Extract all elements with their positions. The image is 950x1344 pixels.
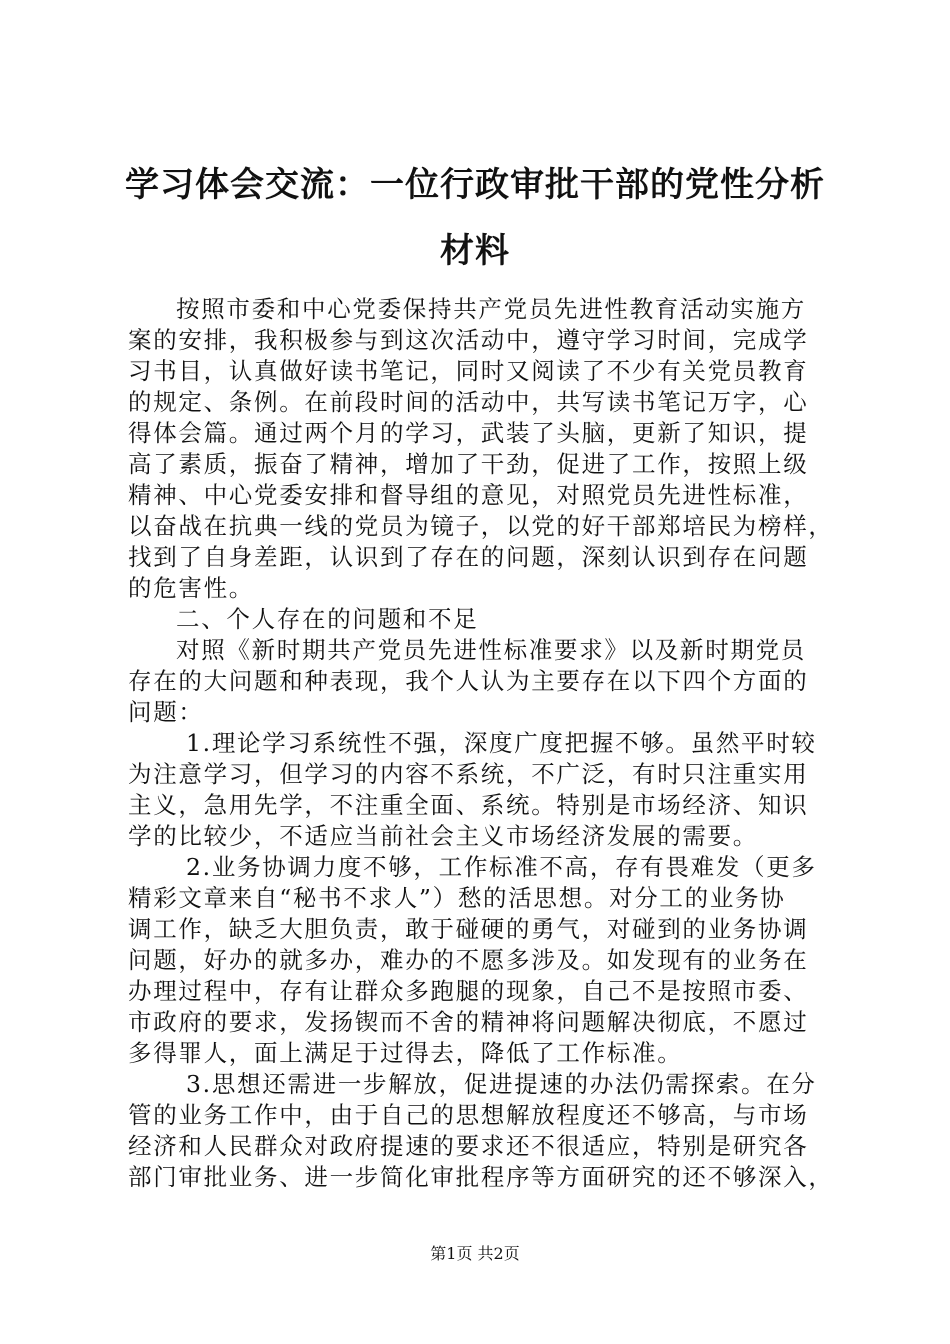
paragraph-line: 经济和人民群众对政府提速的要求还不很适应，特别是研究各 bbox=[128, 1132, 809, 1160]
page-number-footer: 第1页 共2页 bbox=[430, 1244, 520, 1263]
paragraph-line: 得体会篇。通过两个月的学习，武装了头脑，更新了知识，提 bbox=[128, 419, 809, 447]
section-heading: 二、个人存在的问题和不足 bbox=[176, 605, 479, 633]
paragraph-line: 按照市委和中心党委保持共产党员先进性教育活动实施方 bbox=[176, 295, 806, 323]
document-body bbox=[128, 294, 834, 1193]
paragraph-line: 主义，急用先学，不注重全面、系统。特别是市场经济、知识 bbox=[128, 791, 809, 819]
paragraph-line: 问题： bbox=[128, 698, 204, 726]
document-title bbox=[100, 152, 850, 284]
paragraph-line: 调工作，缺乏大胆负责，敢于碰硬的勇气，对碰到的业务协调 bbox=[128, 915, 809, 943]
title-line-2: 材料 bbox=[440, 231, 510, 271]
paragraph-line: 问题，好办的就多办，难办的不愿多涉及。如发现有的业务在 bbox=[128, 946, 809, 974]
paragraph-line: 办理过程中，存有让群众多跑腿的现象，自己不是按照市委、 bbox=[128, 977, 809, 1005]
paragraph-line: 的规定、条例。在前段时间的活动中，共写读书笔记万字，心 bbox=[128, 388, 809, 416]
paragraph-line: 部门审批业务、进一步简化审批程序等方面研究的还不够深入， bbox=[128, 1163, 834, 1191]
paragraph-line: 存在的大问题和种表现，我个人认为主要存在以下四个方面的 bbox=[128, 667, 809, 695]
paragraph-line: 的危害性。 bbox=[128, 574, 254, 602]
paragraph-line: 3.思想还需进一步解放，促进提速的办法仍需探索。在分 bbox=[186, 1070, 817, 1098]
paragraph-line: 学的比较少，不适应当前社会主义市场经济发展的需要。 bbox=[128, 822, 758, 850]
paragraph-line: 找到了自身差距，认识到了存在的问题，深刻认识到存在问题 bbox=[128, 543, 809, 571]
paragraph-line: 1.理论学习系统性不强，深度广度把握不够。虽然平时较 bbox=[186, 729, 817, 757]
paragraph-line: 以奋战在抗典一线的党员为镜子，以党的好干部郑培民为榜样， bbox=[128, 512, 834, 540]
paragraph-line: 2.业务协调力度不够，工作标准不高，存有畏难发（更多 bbox=[186, 853, 817, 881]
paragraph-line: 管的业务工作中，由于自己的思想解放程度还不够高，与市场 bbox=[128, 1101, 809, 1129]
paragraph-line: 案的安排，我积极参与到这次活动中，遵守学习时间，完成学 bbox=[128, 326, 809, 354]
paragraph-line: 精彩文章来自“秘书不求人”）愁的活思想。对分工的业务协 bbox=[128, 884, 786, 912]
paragraph-line: 为注意学习，但学习的内容不系统，不广泛，有时只注重实用 bbox=[128, 760, 809, 788]
paragraph-line: 精神、中心党委安排和督导组的意见，对照党员先进性标准， bbox=[128, 481, 809, 509]
paragraph-line: 对照《新时期共产党员先进性标准要求》以及新时期党员 bbox=[176, 636, 806, 664]
paragraph-line: 多得罪人，面上满足于过得去，降低了工作标准。 bbox=[128, 1039, 683, 1067]
title-line-1: 学习体会交流：一位行政审批干部的党性分析 bbox=[125, 165, 825, 205]
paragraph-line: 高了素质，振奋了精神，增加了干劲，促进了工作，按照上级 bbox=[128, 450, 809, 478]
paragraph-line: 习书目，认真做好读书笔记，同时又阅读了不少有关党员教育 bbox=[128, 357, 809, 385]
paragraph-line: 市政府的要求，发扬锲而不舍的精神将问题解决彻底，不愿过 bbox=[128, 1008, 809, 1036]
